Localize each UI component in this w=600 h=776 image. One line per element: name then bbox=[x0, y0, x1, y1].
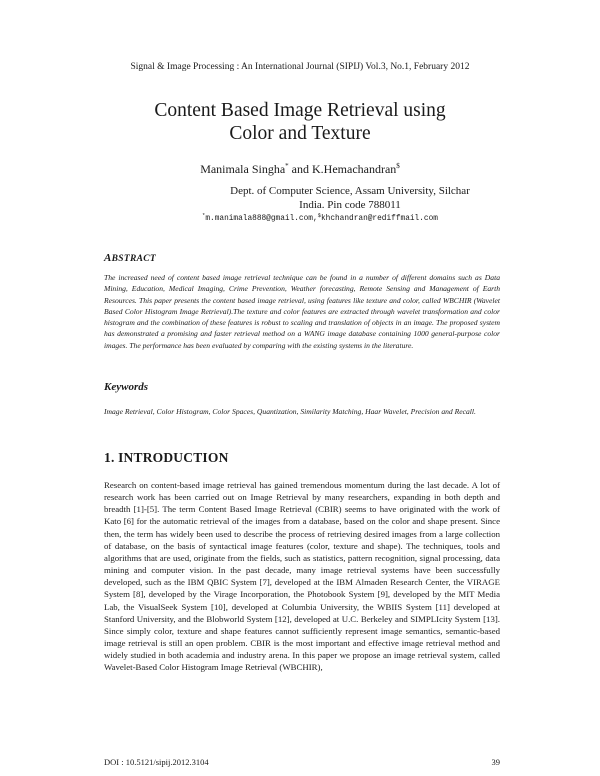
author-2-mark: $ bbox=[396, 162, 400, 170]
paper-title bbox=[0, 99, 600, 145]
abstract-heading-initial: A bbox=[104, 252, 112, 264]
author-emails bbox=[0, 212, 600, 223]
email-1-mark: * bbox=[202, 212, 206, 219]
page-number: 39 bbox=[491, 757, 500, 767]
title-line-1: Content Based Image Retrieval using bbox=[154, 100, 446, 121]
title-line-2: Color and Texture bbox=[229, 123, 371, 144]
email-2: khchandran@rediffmail.com bbox=[320, 215, 438, 223]
keywords-text: Image Retrieval, Color Histogram, Color Spaces, Quantization, Similarity Matching, Haar Wavelet, Precision and Recall. bbox=[104, 407, 476, 416]
affiliation bbox=[0, 185, 600, 212]
abstract-heading bbox=[104, 252, 156, 264]
keywords-heading: Keywords bbox=[104, 381, 148, 393]
email-2-mark: $ bbox=[317, 212, 321, 219]
introduction-text: Research on content-based image retrieval has gained tremendous momentum during the last decade. A lot of research work has been carried out on Image Retrieval by many researchers, expanding in both depth and breadth [1]-[5]. The term Content Based Image Retrieval (CBIR) seems to have originated with the work of Kato [6] for the automatic retrieval of the images from a database, based on the color and shape present. Since then, the term has widely been used to describe the process of retrieving desired images from a large collection of database, on the basis of syntactical image features (color, texture and shape). The techniques, tools and algorithms that are used, originate from the fields, such as statistics, pattern recognition, signal processing, data mining and computer vision. In the past decade, many image retrieval systems have been successfully developed, such as the IBM QBIC System [7], developed at the IBM Almaden Research Center, the VIRAGE System [8], developed by the Virage Incorporation, the Photobook System [9], developed by the MIT Media Lab, the VisualSeek System [10], developed at Columbia University, the WBIIS System [11] developed at Stanford University, and the Blobworld System [12], developed at U.C. Berkeley and SIMPLIcity System [13]. Since simply color, texture and shape features cannot sufficiently represent image semantics, semantic-based image retrieval is still an open problem. CBIR is the most important and effective image retrieval method and widely studied in both academia and industry arena. In this paper we propose an image retrieval system, called Wavelet-Based Color Histogram Image Retrieval (WBCHIR), bbox=[104, 480, 500, 673]
abstract-heading-rest: BSTRACT bbox=[111, 254, 156, 264]
author-separator: and bbox=[288, 162, 312, 176]
affiliation-line-1: Dept. of Computer Science, Assam University, Silchar bbox=[230, 185, 470, 197]
email-1: m.manimala888@gmail.com, bbox=[205, 215, 318, 223]
page-footer bbox=[104, 757, 500, 767]
author-2: K.Hemachandran bbox=[312, 162, 397, 176]
author-1: Manimala Singha bbox=[200, 162, 286, 176]
affiliation-line-2: India. Pin code 788011 bbox=[299, 198, 401, 211]
running-head: Signal & Image Processing : An International Journal (SIPIJ) Vol.3, No.1, February 2012 bbox=[130, 62, 470, 72]
author-list bbox=[0, 162, 600, 177]
abstract-text: The increased need of content based image retrieval technique can be found in a number of different domains such as Data Mining, Education, Medical Imaging, Crime Prevention, Weather forecasting, Remote Sensing and Management of Earth Resources. This paper presents the content based image retrieval, using features like texture and color, called WBCHIR (Wavelet Based Color Histogram Image Retrieval).The texture and color features are extracted through wavelet transformation and color histogram and the combination of these features is robust to scaling and translation of objects in an image. The proposed system has demonstrated a promising and faster retrieval method on a WANG image database containing 1000 general-purpose color images. The performance has been evaluated by comparing with the existing systems in the literature. bbox=[104, 273, 500, 350]
introduction-heading: 1. INTRODUCTION bbox=[104, 450, 229, 465]
author-1-mark: * bbox=[285, 162, 289, 170]
doi-text: DOI : 10.5121/sipij.2012.3104 bbox=[104, 757, 209, 767]
